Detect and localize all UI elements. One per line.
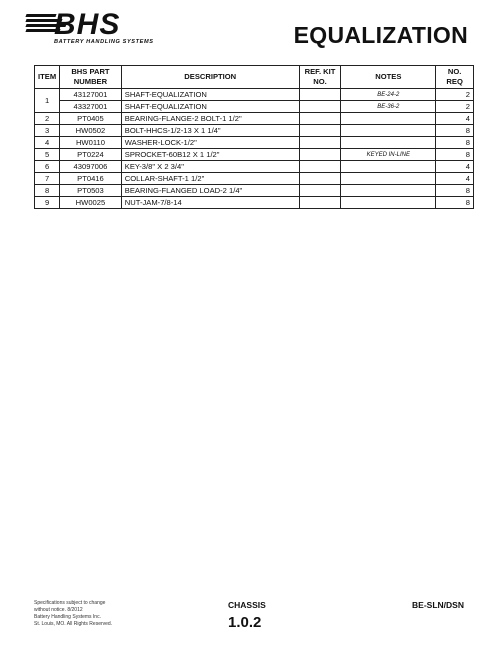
cell-item: 6 [35,161,60,173]
cell-description: SHAFT-EQUALIZATION [121,101,299,113]
cell-description: KEY-3/8" X 2 3/4" [121,161,299,173]
table-row [35,185,474,197]
cell-notes [341,161,436,173]
cell-qty: 8 [436,149,474,161]
cell-part-number: PT0224 [60,149,122,161]
cell-ref-kit [299,137,341,149]
cell-notes: KEYED IN-LINE [341,149,436,161]
cell-ref-kit [299,125,341,137]
cell-qty: 8 [436,197,474,209]
cell-part-number: PT0405 [60,113,122,125]
table-row [35,197,474,209]
cell-notes: BE-24-2 [341,89,436,101]
cell-ref-kit [299,197,341,209]
cell-qty: 4 [436,113,474,125]
footer-section-name: CHASSIS [228,600,266,610]
col-header-qty: NO. REQ [436,66,474,89]
cell-part-number: PT0416 [60,173,122,185]
cell-ref-kit [299,149,341,161]
col-header-notes: NOTES [341,66,436,89]
cell-item: 5 [35,149,60,161]
cell-qty: 4 [436,173,474,185]
cell-description: SHAFT-EQUALIZATION [121,89,299,101]
cell-notes [341,113,436,125]
cell-ref-kit [299,113,341,125]
cell-qty: 2 [436,101,474,113]
cell-notes [341,125,436,137]
cell-item: 8 [35,185,60,197]
table-header-row [35,66,474,89]
col-header-item: ITEM [35,66,60,89]
footer-page-number: 1.0.2 [228,614,262,631]
table-row [35,125,474,137]
cell-qty: 8 [436,137,474,149]
cell-part-number: HW0110 [60,137,122,149]
table-row [35,149,474,161]
cell-item: 3 [35,125,60,137]
cell-ref-kit [299,89,341,101]
cell-item: 2 [35,113,60,125]
table-row [35,173,474,185]
cell-ref-kit [299,173,341,185]
cell-notes [341,137,436,149]
cell-qty: 8 [436,185,474,197]
page-title: EQUALIZATION [293,22,468,48]
col-header-description: DESCRIPTION [121,66,299,89]
cell-description: SPROCKET-60B12 X 1 1/2" [121,149,299,161]
bhs-logo [26,10,156,46]
footer-note-line: Battery Handling Systems Inc. [34,614,101,620]
cell-item: 7 [35,173,60,185]
cell-item: 1 [35,89,60,113]
footer-note-line: St. Louis, MO. All Rights Reserved. [34,621,113,627]
col-header-ref-kit: REF. KIT NO. [299,66,341,89]
cell-part-number: HW0502 [60,125,122,137]
cell-description: COLLAR-SHAFT-1 1/2" [121,173,299,185]
cell-item: 9 [35,197,60,209]
cell-part-number: PT0503 [60,185,122,197]
cell-part-number: 43327001 [60,101,122,113]
footer-note-line: without notice. 8/2012 [34,607,83,613]
cell-ref-kit [299,101,341,113]
cell-description: BOLT-HHCS-1/2-13 X 1 1/4" [121,125,299,137]
table-row [35,137,474,149]
table-row [35,161,474,173]
cell-qty: 4 [436,161,474,173]
table-row [35,113,474,125]
cell-notes [341,185,436,197]
cell-description: BEARING-FLANGE-2 BOLT-1 1/2" [121,113,299,125]
cell-qty: 8 [436,125,474,137]
table-row [35,101,474,113]
cell-ref-kit [299,161,341,173]
col-header-part-number: BHS PART NUMBER [60,66,122,89]
cell-part-number: HW0025 [60,197,122,209]
cell-qty: 2 [436,89,474,101]
cell-ref-kit [299,185,341,197]
cell-description: WASHER-LOCK-1/2" [121,137,299,149]
cell-part-number: 43097006 [60,161,122,173]
cell-notes [341,197,436,209]
footer-model-code: BE-SLN/DSN [412,600,464,610]
table-row [35,89,474,101]
cell-part-number: 43127001 [60,89,122,101]
cell-notes [341,173,436,185]
cell-description: BEARING-FLANGED LOAD-2 1/4" [121,185,299,197]
footer-copyright-note [34,600,112,628]
cell-description: NUT-JAM-7/8-14 [121,197,299,209]
cell-item: 4 [35,137,60,149]
cell-notes: BE-36-2 [341,101,436,113]
parts-table [34,65,474,209]
logo-wordmark: BHS [54,8,121,41]
logo-tagline: BATTERY HANDLING SYSTEMS [54,39,154,45]
footer-note-line: Specifications subject to change [34,600,106,606]
